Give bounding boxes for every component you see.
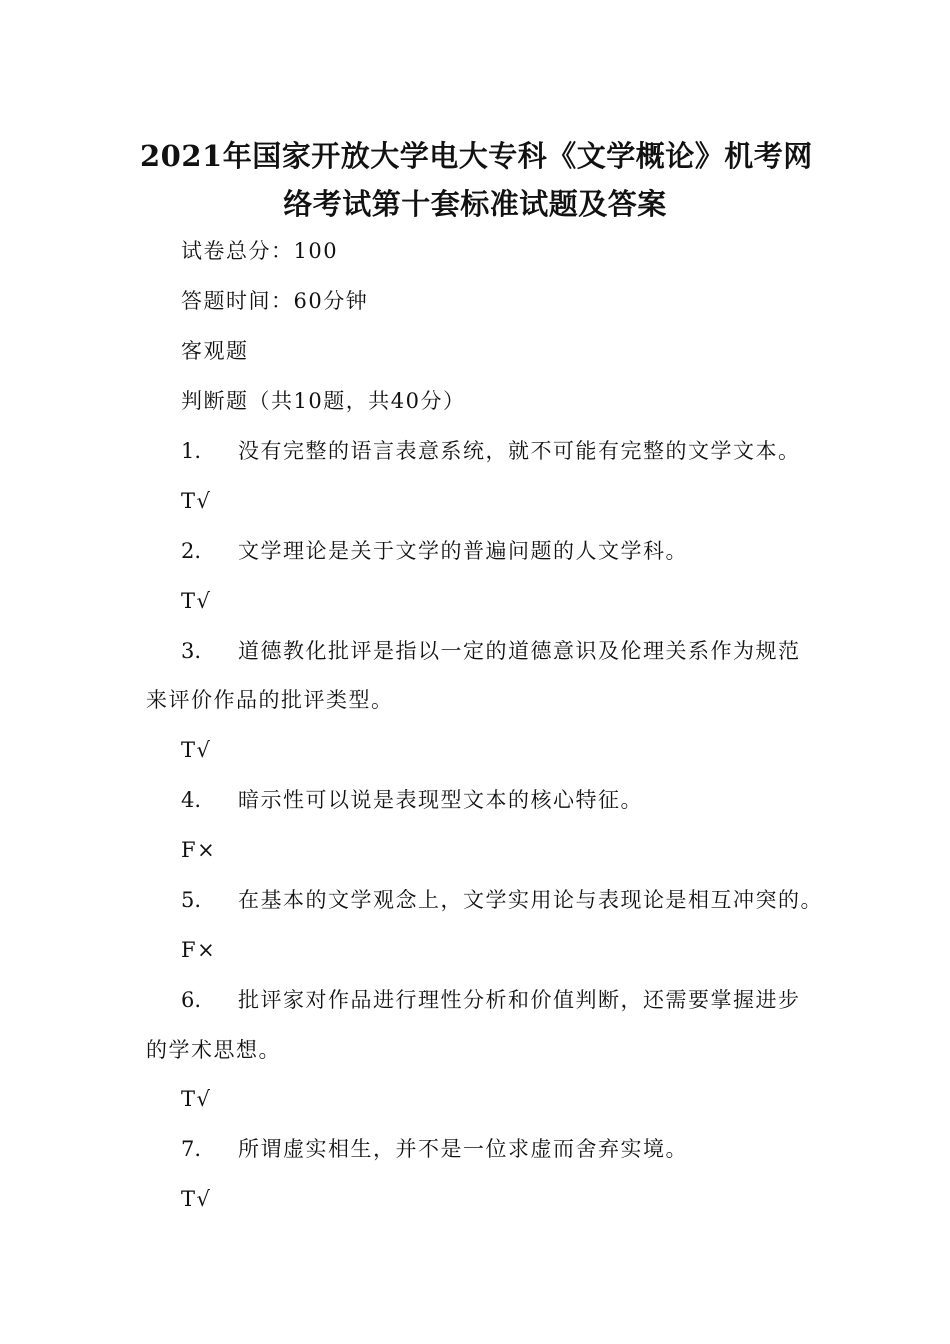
- question-number: 4.: [181, 788, 202, 812]
- question-answer: T√: [181, 738, 212, 762]
- document-title-line-1: 2021年国家开放大学电大专科《文学概论》机考网: [140, 139, 813, 173]
- section-heading: 客观题: [181, 339, 249, 363]
- question-text-continued: 的学术思想。: [146, 1038, 281, 1062]
- question-answer: T√: [181, 589, 212, 613]
- question-text: 没有完整的语言表意系统，就不可能有完整的文学文本。: [238, 439, 801, 463]
- question-answer: T√: [181, 1187, 212, 1211]
- answer-time: 答题时间：60分钟: [181, 289, 369, 313]
- question-text: 道德教化批评是指以一定的道德意识及伦理关系作为规范: [238, 639, 801, 663]
- question-text: 文学理论是关于文学的普遍问题的人文学科。: [238, 539, 688, 563]
- document-title-line-2: 络考试第十套标准试题及答案: [283, 187, 667, 221]
- question-number: 1.: [181, 439, 202, 463]
- question-number: 2.: [181, 539, 202, 563]
- question-text: 在基本的文学观念上，文学实用论与表现论是相互冲突的。: [238, 888, 823, 912]
- question-number: 6.: [181, 988, 202, 1012]
- question-number: 7.: [181, 1137, 202, 1161]
- question-answer: T√: [181, 1087, 212, 1111]
- part-heading: 判断题（共10题，共40分）: [181, 389, 466, 413]
- question-text-continued: 来评价作品的批评类型。: [146, 688, 394, 712]
- question-number: 5.: [181, 888, 202, 912]
- question-text: 暗示性可以说是表现型文本的核心特征。: [238, 788, 643, 812]
- question-answer: T√: [181, 489, 212, 513]
- question-answer: F×: [181, 838, 217, 862]
- question-text: 批评家对作品进行理性分析和价值判断，还需要掌握进步: [238, 988, 801, 1012]
- question-text: 所谓虚实相生，并不是一位求虚而舍弃实境。: [238, 1137, 688, 1161]
- question-answer: F×: [181, 938, 217, 962]
- question-number: 3.: [181, 639, 202, 663]
- total-score: 试卷总分：100: [181, 239, 339, 263]
